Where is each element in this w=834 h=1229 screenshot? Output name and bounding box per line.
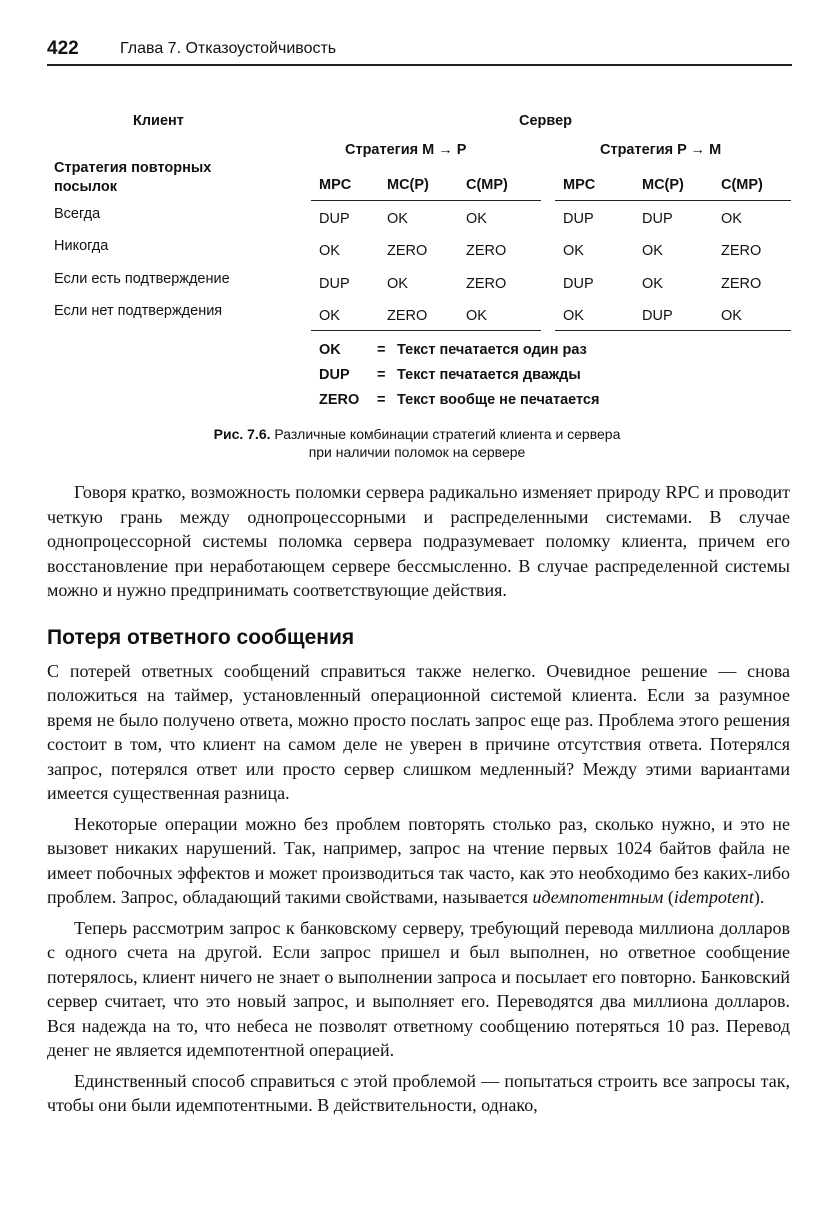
paragraph: Единственный способ справиться с этой проблемой — попытаться строить все запросы так, чтобы они были идемпотентными. В действительности, однако, [47, 1070, 790, 1115]
table-cell: DUP [319, 211, 350, 227]
retry-strategy-label: посылок [54, 179, 118, 195]
paragraph-text: ). [753, 887, 765, 907]
table-cell: DUP [642, 211, 673, 227]
column-header: MPC [319, 177, 352, 193]
legend-equals: = [377, 367, 386, 383]
table-cell: DUP [563, 276, 594, 292]
table-rule [555, 200, 791, 201]
table-cell: ZERO [387, 243, 428, 259]
retry-strategy-label: Стратегия повторных [54, 160, 212, 176]
caption-label: Рис. 7.6. [213, 426, 271, 442]
strategy-mp-label: Стратегия M → P [345, 142, 467, 158]
caption-text: при наличии поломок на сервере [308, 444, 526, 460]
table-cell: DUP [563, 211, 594, 227]
legend-equals: = [377, 342, 386, 358]
column-header: MC(P) [387, 177, 429, 193]
column-header: C(MP) [466, 177, 508, 193]
section-heading: Потеря ответного сообщения [47, 625, 355, 649]
column-header: MPC [563, 177, 596, 193]
row-label: Если есть подтверждение [54, 271, 230, 287]
table-cell: OK [721, 211, 742, 227]
paragraph-text: ( [663, 887, 674, 907]
table-cell: OK [466, 308, 487, 324]
table-cell: OK [387, 211, 408, 227]
table-rule [311, 330, 541, 331]
server-label: Сервер [519, 113, 573, 129]
legend-text: Текст печатается один раз [397, 342, 587, 358]
table-cell: OK [642, 243, 663, 259]
legend-text: Текст вообще не печатается [397, 392, 600, 408]
paragraph [47, 812, 790, 910]
table-cell: OK [319, 243, 340, 259]
paragraph-text: Некоторые операции можно без проблем повторять столько раз, сколько нужно, и это не вызовет никаких нарушений. Так, например, запрос на чтение первых 1024 байтов файла не имеет побочных эффектов и может производиться так часто, как это необходимо без каких-либо проблем. Запрос, обладающий такими свойствами, называется [47, 813, 790, 907]
row-label: Если нет подтверждения [54, 303, 223, 319]
table-cell: OK [642, 276, 663, 292]
figure-strategy-table [0, 0, 834, 470]
legend-key: OK [319, 342, 341, 358]
legend-text: Текст печатается дважды [397, 367, 581, 383]
table-cell: DUP [642, 308, 673, 324]
table-cell: DUP [319, 276, 350, 292]
paragraph: Говоря кратко, возможность поломки сервера радикально изменяет природу RPC и проводит четкую грань между однопроцессорными и распределенными системами. В случае однопроцессорной системы поломка сервера подразумевает поломку клиента, причем его восстановление при неработающем сервере бессмысленно. В случае распределенной системы можно и нужно предпринимать соответствующие действия. [47, 482, 790, 600]
term-ru: идемпотентным [532, 887, 664, 907]
table-cell: ZERO [387, 308, 428, 324]
table-cell: ZERO [721, 243, 762, 259]
table-cell: OK [563, 243, 584, 259]
page-number: 422 [47, 38, 79, 59]
table-cell: ZERO [721, 276, 762, 292]
table-cell: OK [721, 308, 742, 324]
client-label: Клиент [133, 113, 184, 129]
table-cell: OK [387, 276, 408, 292]
chapter-title: Глава 7. Отказоустойчивость [120, 40, 337, 57]
strategy-pm-label: Стратегия P → M [600, 142, 722, 158]
paragraph: С потерей ответных сообщений справиться также нелегко. Очевидное решение — снова положиться на таймер, установленный операционной системой клиента. Если за разумное время не было получено ответа, можно просто послать запрос еще раз. Проблема этого решения состоит в том, что клиент на самом деле не уверен в причине отсутствия ответа. Потерялся запрос, потерялся ответ или просто сервер слишком медленный? Между этими вариантами имеется существенная разница. [47, 660, 790, 803]
paragraph: Теперь рассмотрим запрос к банковскому серверу, требующий перевода миллиона долларов с одного счета на другой. Если запрос пришел и был выполнен, но ответное сообщение потерялось, клиент ничего не знает о выполнении запроса и посылает его повторно. Банковский сервер считает, что это новый запрос, и выполняет его. Переводятся два миллиона долларов. Вся надежда на то, что небеса не позволят ответному сообщению потеряться 10 раз. Перевод денег не является идемпотентной операцией. [47, 917, 790, 1060]
body-text [47, 480, 790, 1118]
column-header: C(MP) [721, 177, 763, 193]
table-cell: OK [466, 211, 487, 227]
caption-text: Различные комбинации стратегий клиента и сервера [274, 426, 621, 442]
legend-equals: = [377, 392, 386, 408]
term-en: idempotent [673, 887, 754, 907]
legend-key: DUP [319, 367, 350, 383]
figure-caption [0, 425, 834, 461]
table-cell: ZERO [466, 243, 507, 259]
legend-key: ZERO [319, 392, 360, 408]
table-cell: OK [563, 308, 584, 324]
table-cell: ZERO [466, 276, 507, 292]
table-cell: OK [319, 308, 340, 324]
column-header: MC(P) [642, 177, 684, 193]
table-rule [311, 200, 541, 201]
row-label: Всегда [54, 206, 101, 222]
row-label: Никогда [54, 238, 109, 254]
table-rule [555, 330, 791, 331]
